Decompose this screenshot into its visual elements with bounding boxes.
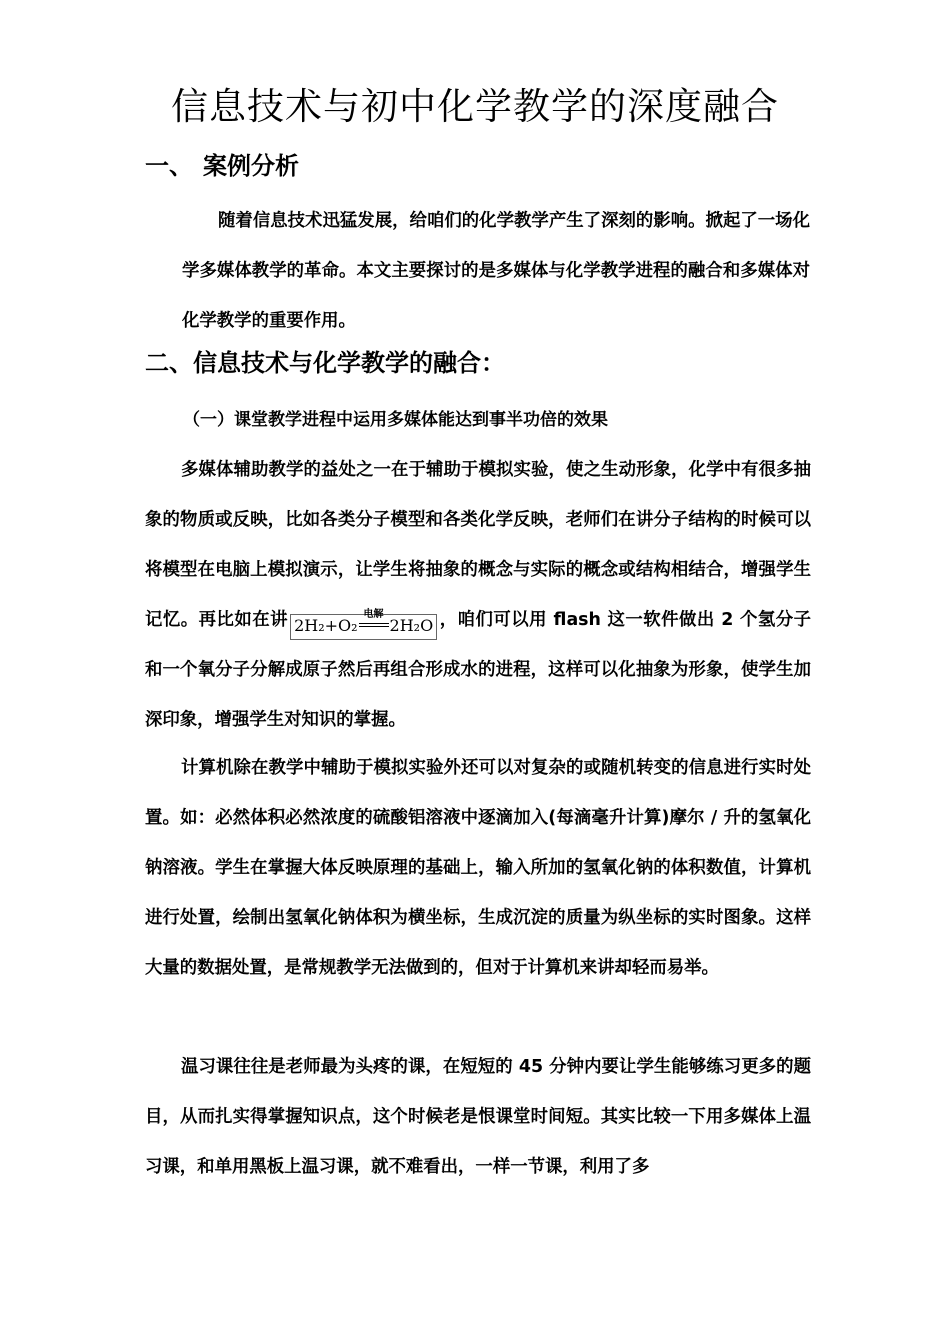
chemical-equation [290, 609, 437, 640]
paragraph-2: 计算机除在教学中辅助于模拟实验外还可以对复杂的或随机转变的信息进行实时处置。如：必然体积必然浓度的硫酸铝溶液中逐滴加入(每滴毫升计算)摩尔 / 升的氢氧化钠溶液。学生在掌握大体反映原理的基础上，输入所加的氢氧化钠的体积数值，计算机进行处置，绘制出氢氧化钠体积为横坐标，生成沉淀的质量为纵坐标的实时图象。这样大量的数据处置，是常规教学无法做到的，但对于计算机来讲却轻而易举。 [145, 758, 811, 978]
equation-arrow [358, 609, 390, 637]
equation-reactants: 2H₂+O₂ [294, 616, 358, 635]
paragraph-3: 温习课往往是老师最为头疼的课，在短短的 45 分钟内要让学生能够练习更多的题目，从而扎实得掌握知识点，这个时候老是恨课堂时间短。其实比较一下用多媒体上温习课，和单用黑板上温习课，就不难看出，一样一节课，利用了多 [145, 1057, 811, 1177]
equation-condition: 电解 [363, 609, 384, 620]
intro-paragraph: 随着信息技术迅猛发展，给咱们的化学教学产生了深刻的影响。掀起了一场化学多媒体教学的革命。本文主要探讨的是多媒体与化学教学进程的融合和多媒体对化学教学的重要作用。 [182, 211, 810, 331]
section-heading-2: 二、信息技术与化学教学的融合： [145, 349, 505, 377]
paragraph-1-text-before: 多媒体辅助教学的益处之一在于辅助于模拟实验，使之生动形象，化学中有很多抽象的物质或反映，比如各类分子模型和各类化学反映，老师们在讲分子结构的时候可以将模型在电脑上模拟演示，让学生将抽象的概念与实际的概念或结构相结合，增强学生记忆。再比如在讲 [145, 460, 811, 630]
section-heading-1 [145, 146, 299, 186]
document-title: 信息技术与初中化学教学的深度融合 [171, 85, 779, 128]
section-label: 案例分析 [203, 152, 299, 180]
section-number: 一、 [145, 152, 193, 180]
equation-products: 2H₂O [389, 616, 434, 635]
paragraph-1 [145, 445, 811, 745]
subsection-heading-1: （一）课堂教学进程中运用多媒体能达到事半功倍的效果 [183, 410, 608, 430]
paragraph-1-text-after: ，咱们可以用 flash 这一软件做出 2 个氢分子和一个氧分子分解成原子然后再组合形成水的进程，这样可以化抽象为形象，使学生加深印象，增强学生对知识的掌握。 [145, 610, 811, 730]
